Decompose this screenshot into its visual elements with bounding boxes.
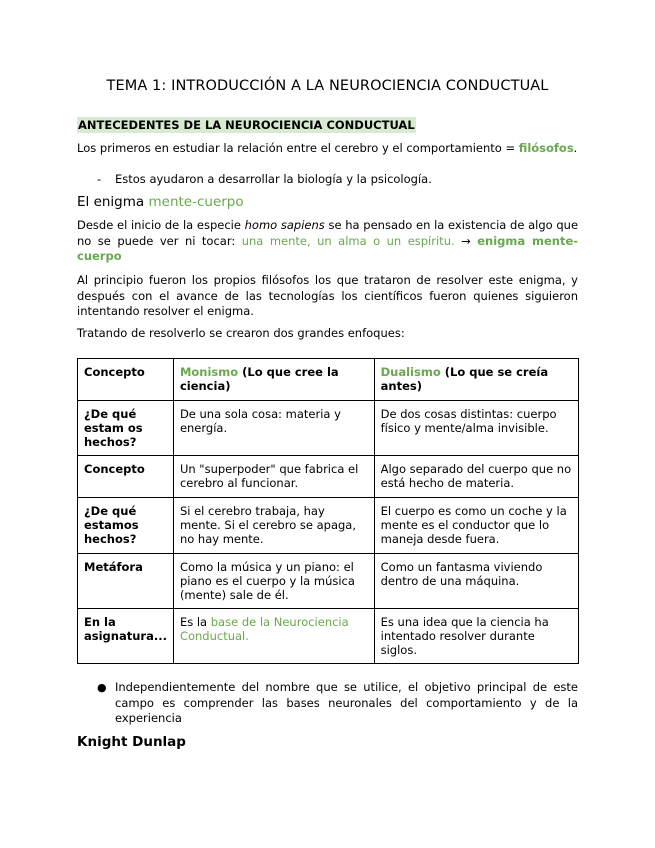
row-label: ¿De qué estam os hechos? bbox=[78, 401, 174, 456]
subheading-highlight: mente-cuerpo bbox=[148, 194, 244, 210]
bullet-text: Independientemente del nombre que se utilice, el objetivo principal de este campo es comprender las bases neuronales del comportamiento y de la experiencia bbox=[115, 680, 578, 725]
cell-green-text: base de la Neurociencia Conductual. bbox=[179, 615, 349, 643]
row-label: En la asignatura... bbox=[78, 609, 174, 664]
paragraph-text: Los primeros en estudiar la relación entre el cerebro y el comportamiento = bbox=[77, 141, 516, 155]
table-cell: De una sola cosa: materia y energía. bbox=[173, 401, 374, 456]
table-cell: Un "superpoder" que fabrica el cerebro al funcionar. bbox=[173, 456, 374, 498]
bullet-marker: ● bbox=[97, 681, 107, 694]
cell-prefix: Es la bbox=[179, 615, 208, 629]
header-cell-monismo bbox=[173, 359, 374, 401]
paragraph-origin bbox=[77, 218, 578, 265]
table-row bbox=[78, 401, 579, 456]
table-row bbox=[78, 554, 579, 609]
green-bold-term: enigma mente-cuerpo bbox=[77, 233, 579, 263]
italic-term: homo sapiens bbox=[244, 218, 325, 232]
arrow-icon: → bbox=[461, 233, 471, 248]
paragraph-philosophers bbox=[77, 141, 578, 157]
document-title: TEMA 1: INTRODUCCIÓN A LA NEUROCIENCIA CONDUCTUAL bbox=[106, 78, 549, 94]
table-header-row bbox=[78, 359, 579, 401]
table-cell: Si el cerebro trabaja, hay mente. Si el cerebro se apaga, no hay mente. bbox=[173, 498, 374, 554]
subheading-knight-dunlap: Knight Dunlap bbox=[77, 734, 186, 750]
table-row bbox=[78, 609, 579, 664]
header-cell-dualismo bbox=[374, 359, 578, 401]
comparison-table bbox=[77, 358, 579, 664]
table-row bbox=[78, 498, 579, 554]
header-monismo-desc: (Lo que cree la ciencia) bbox=[179, 365, 339, 393]
table-cell: Algo separado del cuerpo que no está hecho de materia. bbox=[374, 456, 578, 498]
section-heading: ANTECEDENTES DE LA NEUROCIENCIA CONDUCTUAL bbox=[78, 118, 415, 132]
row-label: Metáfora bbox=[78, 554, 174, 609]
row-label: Concepto bbox=[78, 456, 174, 498]
highlight-filosofos: filósofos bbox=[518, 141, 574, 155]
subheading-enigma bbox=[77, 193, 244, 211]
subheading-prefix: El enigma bbox=[77, 194, 145, 210]
period: . bbox=[573, 141, 578, 155]
table-row bbox=[78, 456, 579, 498]
list-item-text: Estos ayudaron a desarrollar la biología y la psicología. bbox=[115, 172, 432, 186]
paragraph-approaches: Tratando de resolverlo se crearon dos grandes enfoques: bbox=[77, 326, 405, 340]
text-segment: Desde el inicio de la especie bbox=[77, 218, 241, 232]
table-cell: El cuerpo es como un coche y la mente es el conductor que lo maneja desde fuera. bbox=[374, 498, 578, 554]
header-monismo: Monismo bbox=[179, 365, 239, 379]
header-dualismo: Dualismo bbox=[380, 365, 441, 379]
header-dualismo-desc: (Lo que se creía antes) bbox=[380, 365, 549, 393]
table-cell: Es una idea que la ciencia ha intentado resolver durante siglos. bbox=[374, 609, 578, 664]
paragraph-history: Al principio fueron los propios filósofos los que trataron de resolver este enigma, y después con el avance de las tecnologías los científicos fueron quienes siguieron intentando resolver el enigma. bbox=[77, 273, 578, 318]
green-phrase: una mente, un alma o un espíritu. bbox=[241, 233, 455, 248]
table-cell: Como la música y un piano: el piano es el cuerpo y la música (mente) sale de él. bbox=[173, 554, 374, 609]
header-cell: Concepto bbox=[78, 359, 174, 401]
row-label: ¿De qué estamos hechos? bbox=[78, 498, 174, 554]
table-cell bbox=[173, 609, 374, 664]
text-segment: se ha pensado en la existencia de algo que no se puede ver ni tocar: bbox=[77, 218, 579, 248]
dash-marker: - bbox=[97, 172, 102, 186]
table-cell: Como un fantasma viviendo dentro de una máquina. bbox=[374, 554, 578, 609]
table-cell: De dos cosas distintas: cuerpo físico y mente/alma invisible. bbox=[374, 401, 578, 456]
